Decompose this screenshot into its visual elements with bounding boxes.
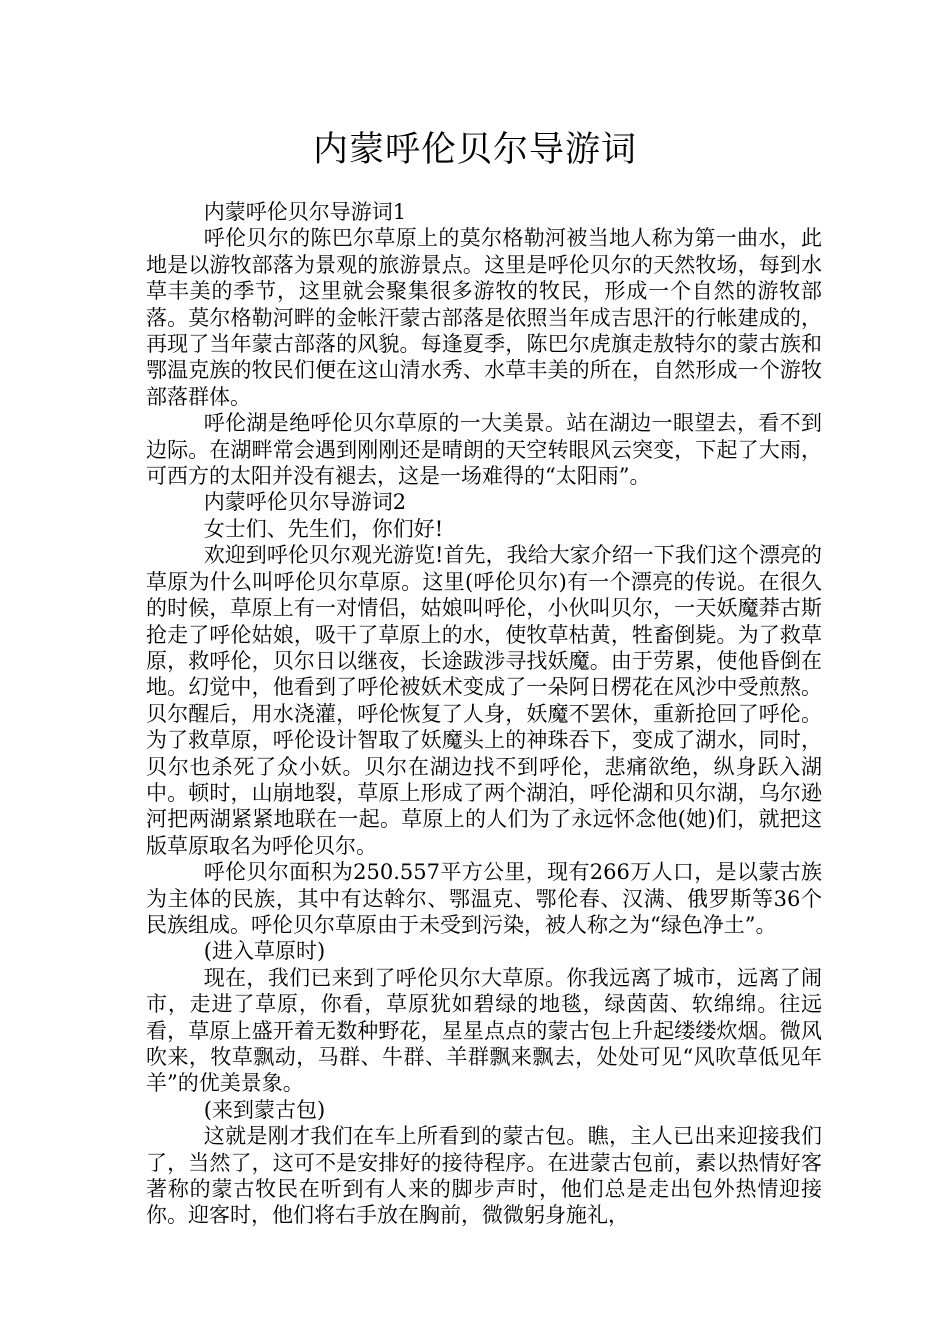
paragraph: 现在，我们已来到了呼伦贝尔大草原。你我远离了城市，远离了闹市，走进了草原，你看，草原犹如碧绿的地毯，绿茵茵、软绵绵。往远看，草原上盛开着无数种野花，星星点点的蒙古包上升起缕缕炊烟。微风吹来，牧草飘动，马群、牛群、羊群飘来飘去，处处可见“风吹草低见年羊”的优美景象。 (146, 965, 822, 1096)
paragraph: 呼伦贝尔的陈巴尔草原上的莫尔格勒河被当地人称为第一曲水，此地是以游牧部落为景观的旅游景点。这里是呼伦贝尔的天然牧场，每到水草丰美的季节，这里就会聚集很多游牧的牧民，形成一个自然的游牧部落。莫尔格勒河畔的金帐汗蒙古部落是依照当年成吉思汗的行帐建成的，再现了当年蒙古部落的风貌。每逢夏季，陈巴尔虎旗走敖特尔的蒙古族和鄂温克族的牧民们便在这山清水秀、水草丰美的所在，自然形成一个游牧部落群体。 (146, 226, 822, 409)
paragraph: 呼伦湖是绝呼伦贝尔草原的一大美景。站在湖边一眼望去，看不到边际。在湖畔常会遇到刚刚还是晴朗的天空转眼风云突变，下起了大雨，可西方的太阳并没有褪去，这是一场难得的“太阳雨”。 (146, 411, 822, 489)
document-title: 内蒙呼伦贝尔导游词 (312, 130, 637, 170)
paragraph: 欢迎到呼伦贝尔观光游览!首先，我给大家介绍一下我们这个漂亮的草原为什么叫呼伦贝尔草原。这里(呼伦贝尔)有一个漂亮的传说。在很久的时候，草原上有一对情侣，姑娘叫呼伦，小伙叫贝尔，一天妖魔莽古斯抢走了呼伦姑娘，吸干了草原上的水，使牧草枯黄，牲畜倒毙。为了救草原，救呼伦，贝尔日以继夜，长途跋涉寻找妖魔。由于劳累，使他昏倒在地。幻觉中，他看到了呼伦被妖术变成了一朵阿日楞花在风沙中受煎熬。贝尔醒后，用水浇灌，呼伦恢复了人身，妖魔不罢休，重新抢回了呼伦。为了救草原，呼伦设计智取了妖魔头上的神珠吞下，变成了湖水，同时，贝尔也杀死了众小妖。贝尔在湖边找不到呼伦，悲痛欲绝，纵身跃入湖中。顿时，山崩地裂，草原上形成了两个湖泊，呼伦湖和贝尔湖，乌尔逊河把两湖紧紧地联在一起。草原上的人们为了永远怀念他(她)们，就把这版草原取名为呼伦贝尔。 (146, 543, 822, 858)
section-heading: 内蒙呼伦贝尔导游词2 (203, 490, 407, 515)
stage-note: (来到蒙古包) (203, 1097, 326, 1122)
greeting: 女士们、先生们，你们好! (203, 516, 444, 541)
document-body (146, 199, 822, 1229)
section-heading: 内蒙呼伦贝尔导游词1 (203, 200, 407, 224)
paragraph: 这就是刚才我们在车上所看到的蒙古包。瞧，主人已出来迎接我们了，当然了，这可不是安排好的接待程序。在进蒙古包前，素以热情好客著称的蒙古牧民在听到有人来的脚步声时，他们总是走出包外热情迎接你。迎客时，他们将右手放在胸前，微微躬身施礼， (146, 1124, 822, 1228)
paragraph: 呼伦贝尔面积为250.557平方公里，现有266万人口，是以蒙古族为主体的民族，其中有达斡尔、鄂温克、鄂伦春、汉满、俄罗斯等36个民族组成。呼伦贝尔草原由于未受到污染，被人称之为“绿色净土”。 (146, 860, 822, 937)
stage-note: (进入草原时) (203, 939, 326, 964)
